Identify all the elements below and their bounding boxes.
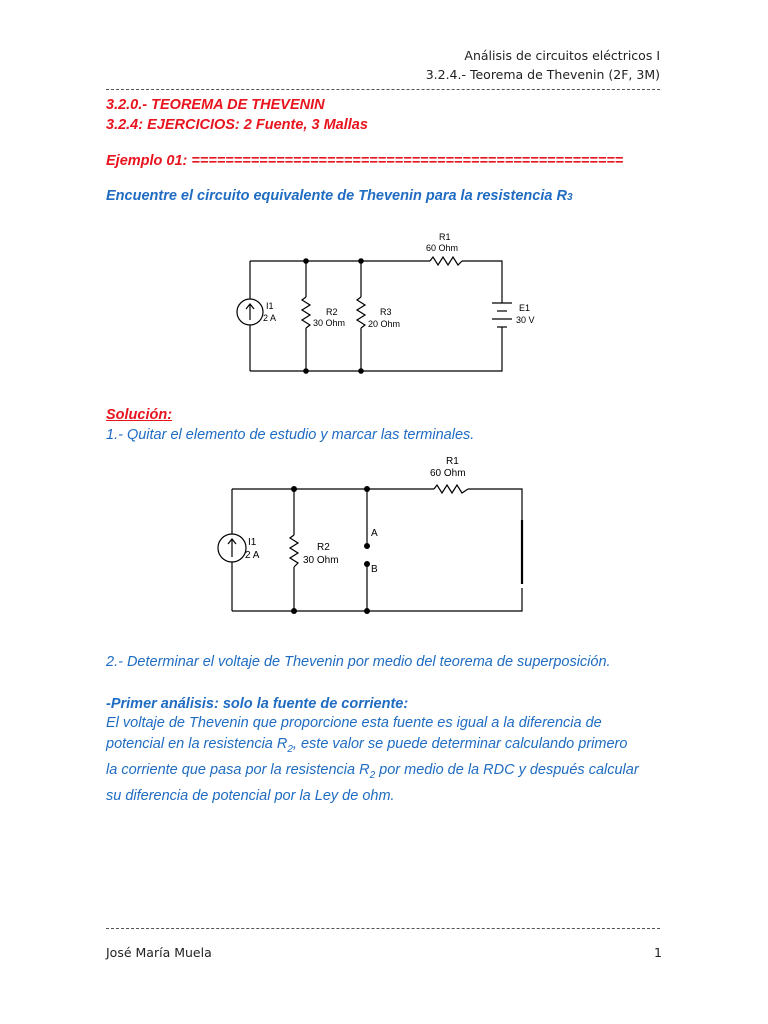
c2-r2-value: 30 Ohm (303, 555, 339, 566)
para-line-4: su diferencia de potencial por la Ley de ohm. (106, 787, 395, 804)
page-number: 1 (654, 945, 662, 960)
circuit-diagram-terminals (212, 448, 532, 618)
c2-r1-value: 60 Ohm (430, 468, 466, 479)
c2-r2-name: R2 (317, 542, 330, 553)
problem-subscript: 3 (566, 192, 573, 203)
c2-i1-value: 2 A (245, 550, 260, 561)
analysis-paragraph (106, 713, 686, 807)
solution-label: Solución: (106, 407, 173, 423)
para-line-2-sub: 2 (287, 743, 293, 755)
c1-e1-name: E1 (519, 303, 531, 313)
c1-r1-value: 60 Ohm (426, 243, 459, 253)
analysis-title: -Primer análisis: solo la fuente de corriente: (106, 696, 409, 712)
c1-r2-name: R2 (326, 307, 338, 317)
title-theorem: 3.2.0.- TEOREMA DE THEVENIN (106, 97, 325, 113)
circuit-diagram-original (230, 225, 535, 385)
example-label: Ejemplo 01: =================================================== (106, 153, 624, 169)
header-section-title: 3.2.4.- Teorema de Thevenin (2F, 3M) (425, 67, 660, 82)
problem-statement (106, 188, 573, 204)
c1-r2-value: 30 Ohm (313, 318, 346, 328)
c1-i1-value: 2 A (263, 313, 277, 323)
step-1: 1.- Quitar el elemento de estudio y marcar las terminales. (106, 427, 475, 443)
step-2: 2.- Determinar el voltaje de Thevenin por medio del teorema de superposición. (106, 654, 611, 670)
footer-author: José María Muela (106, 945, 212, 960)
header-rule (106, 89, 660, 90)
c1-r3-name: R3 (380, 307, 392, 317)
c1-i1-name: I1 (266, 301, 274, 311)
c2-i1-name: I1 (248, 537, 257, 548)
para-line-3-sub: 2 (369, 769, 376, 781)
para-line-3-a: la corriente que pasa por la resistencia R (106, 761, 370, 778)
para-line-3-b: por medio de la RDC y después calcular (375, 761, 639, 778)
problem-text: Encuentre el circuito equivalente de Thevenin para la resistencia R (106, 188, 567, 204)
para-line-1: El voltaje de Thevenin que proporcione esta fuente es igual a la diferencia de (106, 715, 602, 731)
c1-r1-name: R1 (439, 232, 451, 242)
footer-rule (106, 928, 660, 929)
para-line-3 (106, 760, 686, 786)
terminal-a-label: A (371, 528, 378, 539)
terminal-b-label: B (371, 564, 378, 575)
c1-r3-value: 20 Ohm (368, 319, 401, 329)
c2-r1-name: R1 (446, 456, 459, 467)
header-course-title: Análisis de circuitos eléctricos I (464, 48, 660, 63)
para-line-2-a: potencial en la resistencia R (106, 736, 288, 752)
c1-e1-value: 30 V (516, 315, 535, 325)
title-exercises: 3.2.4: EJERCICIOS: 2 Fuente, 3 Mallas (106, 117, 368, 133)
para-line-2 (106, 734, 686, 760)
para-line-2-b: , este valor se puede determinar calculando primero (292, 736, 628, 752)
